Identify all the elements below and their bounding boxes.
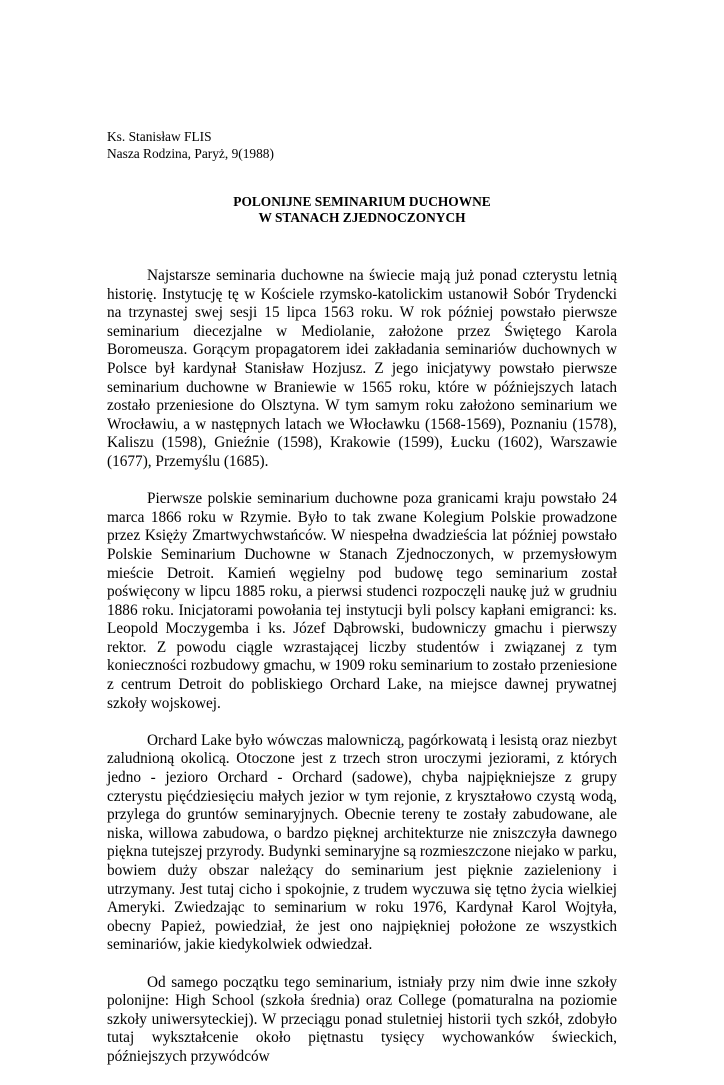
document-title [107, 194, 617, 226]
paragraph-4: Od samego początku tego seminarium, istniały przy nim dwie inne szkoły polonijne: High School (szkoła średnia) oraz College (pomaturalna na poziomie szkoły uniwersyteckiej). W przeciągu ponad stuletniej historii tych szkół, zdobyło tutaj wykształcenie około piętnastu tysięcy wychowanków świeckich, późniejszych przywódców [107, 973, 617, 1065]
paragraph-1: Najstarsze seminaria duchowne na świecie mają już ponad czterystu letnią historię. Instytucję tę w Kościele rzymsko-katolickim ustanowił Sobór Trydencki na trzynastej swej sesji 15 lipca 1563 roku. W rok później powstało pierwsze seminarium diecezjalne w Mediolanie, założone przez Świętego Karola Boromeusza. Gorącym propagatorem idei zakładania seminariów duchownych w Polsce był kardynał Stanisław Hozjusz. Z jego inicjatywy powstało pierwsze seminarium duchowne w Braniewie w 1565 roku, które w późniejszych latach zostało przeniesione do Olsztyna. W tym samym roku założono seminarium we Wrocławiu, a w następnych latach we Włocławku (1568-1569), Poznaniu (1578), Kaliszu (1598), Gnieźnie (1598), Krakowie (1599), Łucku (1602), Warszawie (1677), Przemyślu (1685). [107, 267, 617, 470]
document-page [107, 128, 617, 1085]
document-header [107, 128, 617, 162]
paragraph-2: Pierwsze polskie seminarium duchowne poza granicami kraju powstało 24 marca 1866 roku w Rzymie. Było to tak zwane Kolegium Polskie prowadzone przez Księży Zmartwychwstańców. W niespełna dwadzieścia lat później powstało Polskie Seminarium Duchowne w Stanach Zjednoczonych, w przemysłowym mieście Detroit. Kamień węgielny pod budowę tego seminarium został poświęcony w lipcu 1885 roku, a pierwsi studenci rozpoczęli naukę już w grudniu 1886 roku. Inicjatorami powołania tej instytucji byli polscy kapłani emigranci: ks. Leopold Moczygemba i ks. Józef Dąbrowski, budowniczy gmachu i pierwszy rektor. Z powodu ciągle wzrastającej liczby studentów i związanej z tym konieczności rozbudowy gmachu, w 1909 roku seminarium to zostało przeniesione z centrum Detroit do pobliskiego Orchard Lake, na miejsce dawnej prywatnej szkoły wojskowej. [107, 490, 617, 712]
source-line: Nasza Rodzina, Paryż, 9(1988) [107, 146, 274, 161]
document-body [107, 267, 617, 1067]
paragraph-3: Orchard Lake było wówczas malowniczą, pagórkowatą i lesistą oraz niezbyt zaludnioną okolicą. Otoczone jest z trzech stron uroczymi jeziorami, z których jedno - jezioro Orchard - Orchard (sadowe), chyba najpiękniejsze z grupy czterystu pięćdziesięciu małych jezior w tym rejonie, z kryształowo czystą wodą, przylega do gruntów seminaryjnych. Obecnie tereny te zostały zabudowane, ale niska, willowa zabudowa, o bardzo pięknej architekturze nie zniszczyła dawnego piękna tutejszej przyrody. Budynki seminaryjne są rozmieszczone niejako w parku, bowiem duży obszar należący do seminarium jest pięknie zazieleniony i utrzymany. Jest tutaj cicho i spokojnie, z trudem wyczuwa się tętno życia wielkiej Ameryki. Zwiedzając to seminarium w roku 1976, Kardynał Karol Wojtyła, obecny Papież, powiedział, że jest ono najpiękniej położone ze wszystkich seminariów, jakie kiedykolwiek odwiedzał. [107, 731, 618, 954]
title-line-2: W STANACH ZJEDNOCZONYCH [258, 210, 466, 225]
title-line-1: POLONIJNE SEMINARIUM DUCHOWNE [233, 194, 491, 209]
author-line: Ks. Stanisław FLIS [107, 129, 212, 144]
